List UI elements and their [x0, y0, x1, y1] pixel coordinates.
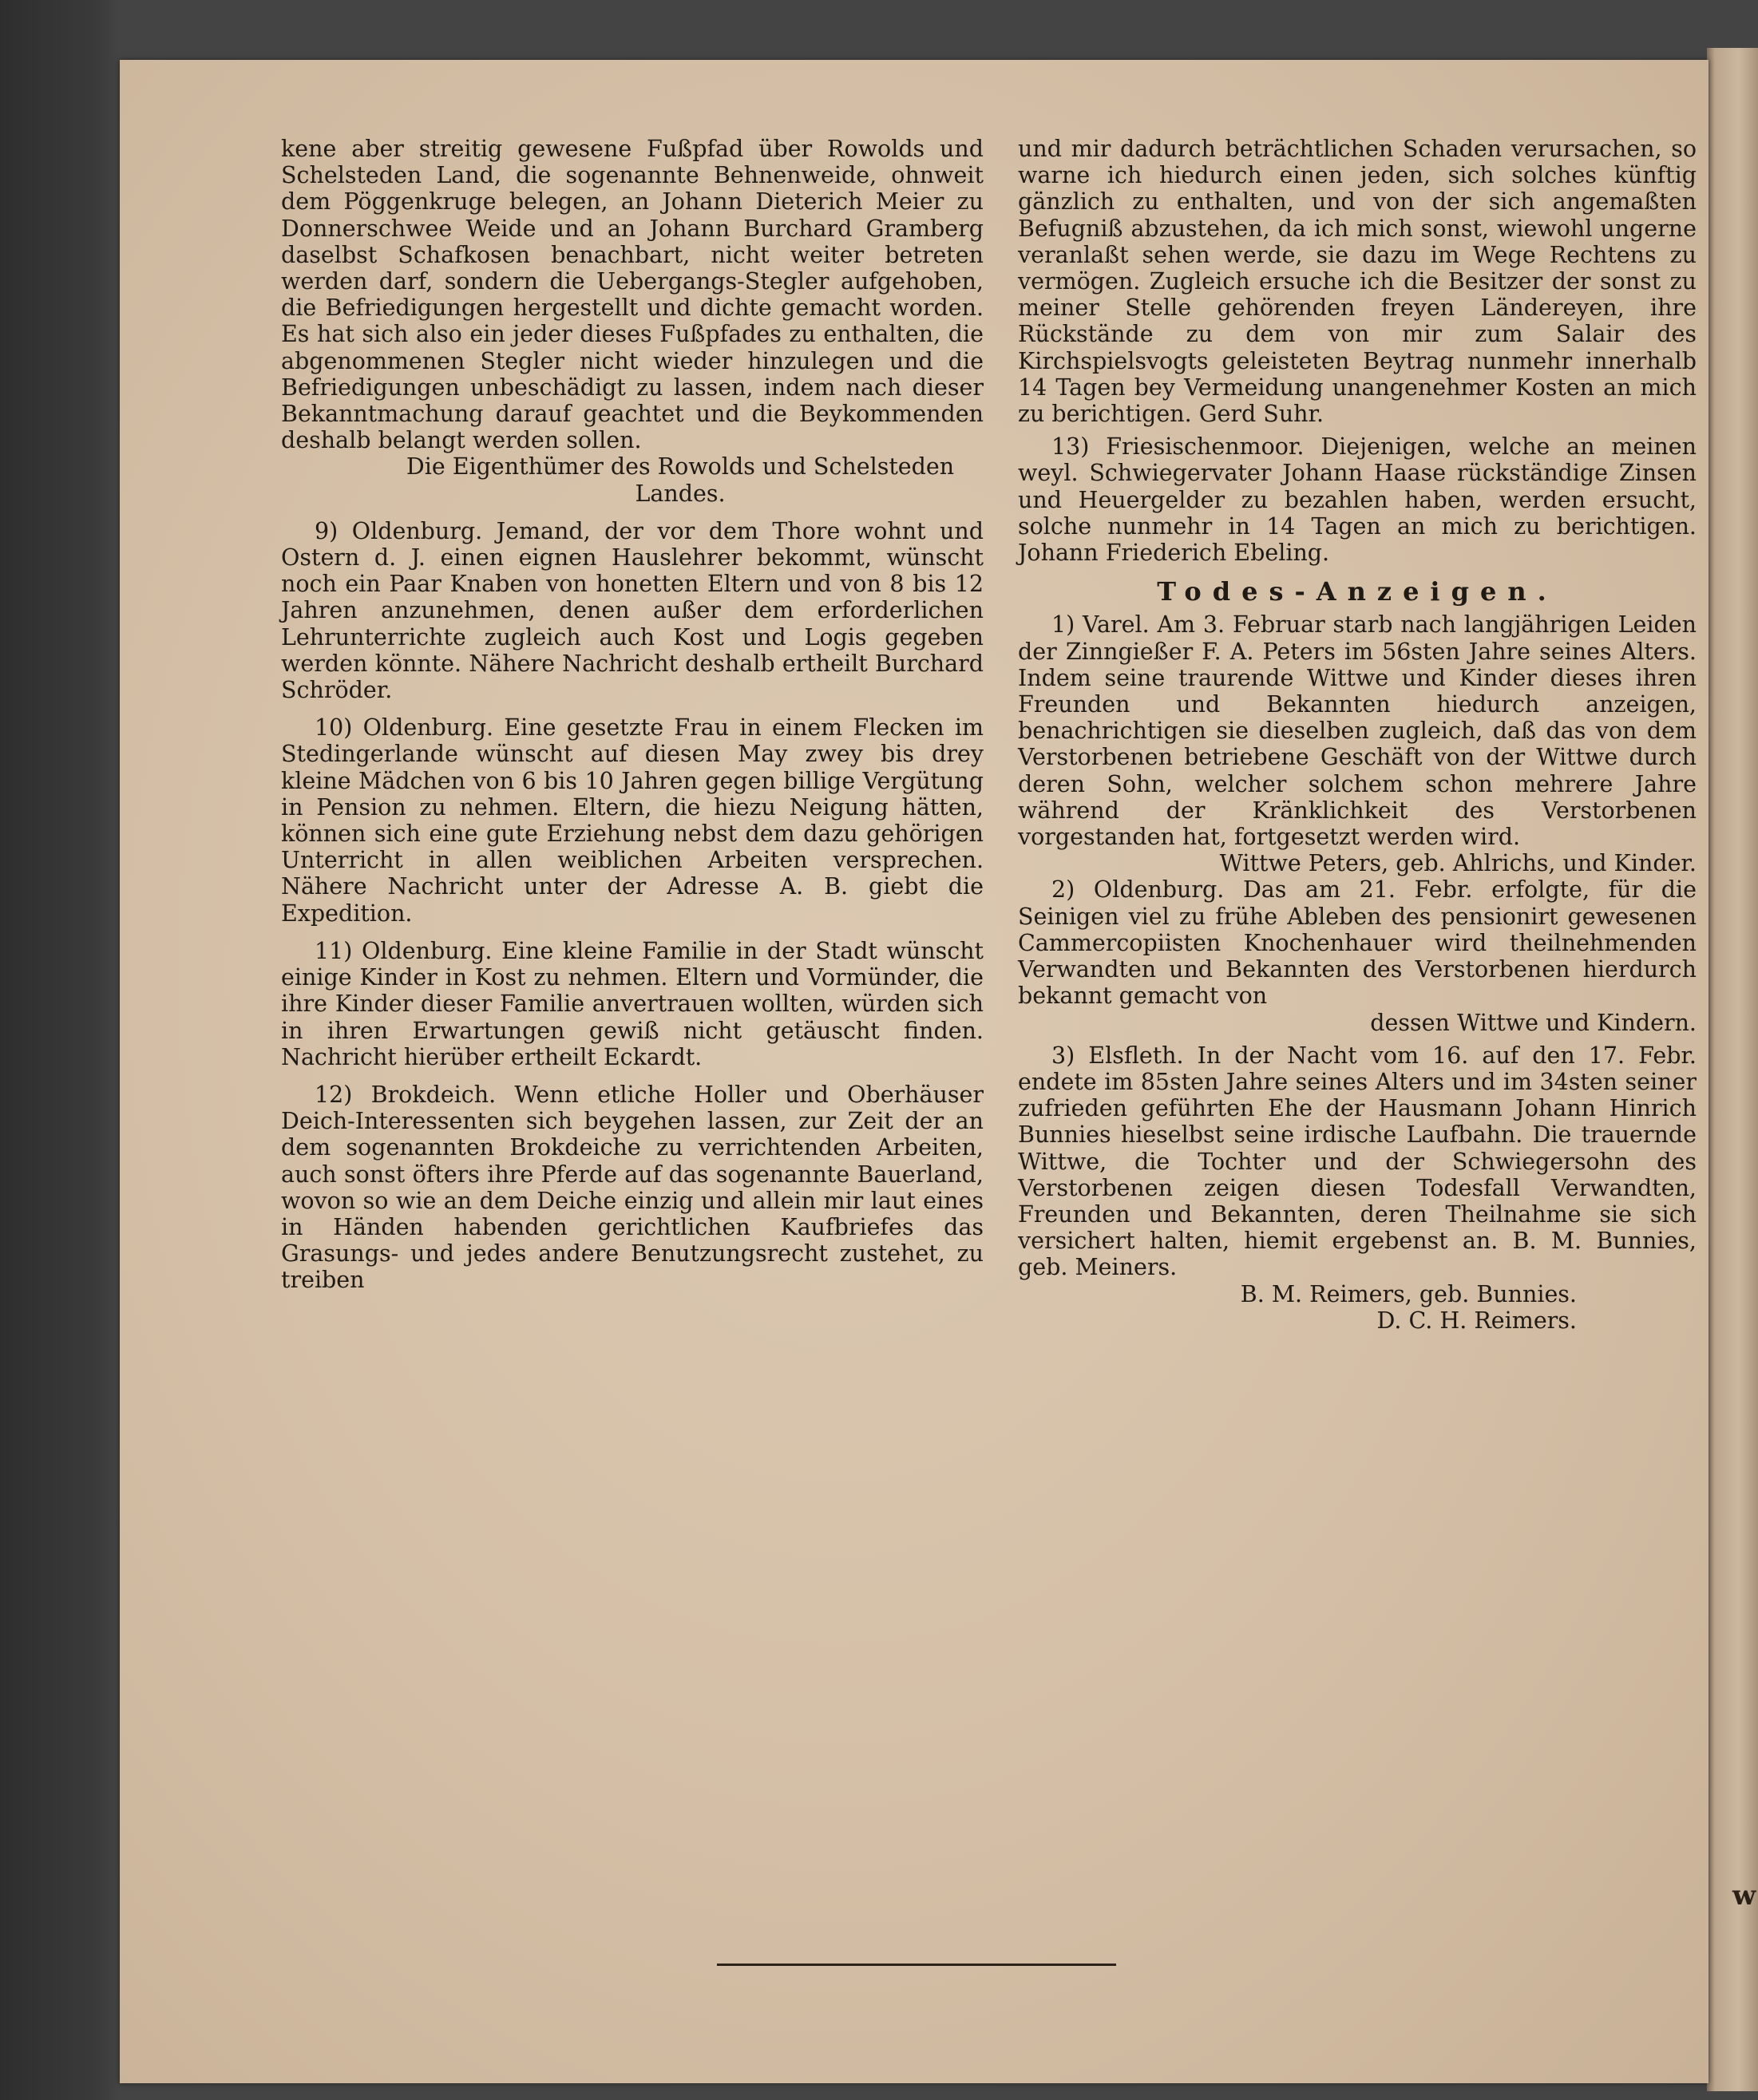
next-page-glyph: w: [1732, 1880, 1756, 1912]
notice-12-brokdeich: 12) Brokdeich. Wenn etliche Holler und Oberhäuser Deich-Interessenten sich beygehen lassen, zur Zeit der an dem sogenannten Brokdeiche zu verrichtenden Arbeiten, auch sonst öfters ihre Pferde auf das sogenannte Bauerland, wovon so wie an dem Deiche einzig und allein mir laut eines in Händen habenden gerichtlichen Kaufbriefes das Grasungs- und jedes andere Benutzungsrecht zustehet, zu treiben: [281, 1081, 984, 1294]
paragraph-footpath-notice: kene aber streitig gewesene Fußpfad über Rowolds und Schelsteden Land, die sogenannte Behnenweide, ohnweit dem Pöggenkruge belegen, an Johann Dieterich Meier zu Donnerschwee Weide und an Johann Burchard Gramberg daselbst Schafkosen benachbart, nicht weiter betreten werden darf, sondern die Uebergangs-Stegler aufgehoben, die Befriedigungen hergestellt und dichte gemacht worden. Es hat sich also ein jeder dieses Fußpfades zu enthalten, die abgenommenen Stegler nicht wieder hinzulegen und die Befriedigungen unbeschädigt zu lassen, indem nach dieser Bekanntmachung darauf geachtet und die Beykommenden deshalb belangt werden sollen.: [281, 136, 984, 454]
section-title-death-notices: Todes-Anzeigen.: [1157, 576, 1558, 607]
death-notice-2-oldenburg: 2) Oldenburg. Das am 21. Febr. erfolgte, für die Seinigen viel zu frühe Ableben des pensionirt gewesenen Cammercopiisten Knochenhauer wird theilnehmenden Verwandten und Bekannten des Verstorbenen hierdurch bekannt gemacht von: [1018, 876, 1697, 1010]
left-column: [281, 136, 984, 1294]
signature-widow-peters: Wittwe Peters, geb. Ahlrichs, und Kinder.: [1219, 850, 1697, 877]
notice-13-friesischenmoor: 13) Friesischenmoor. Diejenigen, welche an meinen weyl. Schwiegervater Johann Haase rückständige Zinsen und Heuergelder zu bezahlen haben, werden ersucht, solche nunmehr in 14 Tagen an mich zu berichtigen. Johann Friederich Ebeling.: [1018, 433, 1697, 567]
next-page-edge: [1707, 48, 1758, 2091]
death-notice-1-varel: 1) Varel. Am 3. Februar starb nach langjährigen Leiden der Zinngießer F. A. Peters im 56sten Jahre seines Alters. Indem seine traurende Wittwe und Kinder dieses ihren Freunden und Bekannten hiedurch anzeigen, benachrichtigen sie dieselben zugleich, daß das von dem Verstorbenen betriebene Geschäft von der Wittwe durch deren Sohn, welcher solchem schon mehrere Jahre während der Kränklichkeit des Verstorbenen vorgestanden hat, fortgesetzt werden wird.: [1018, 611, 1697, 851]
end-rule: [717, 1964, 1116, 1966]
notice-11-oldenburg: 11) Oldenburg. Eine kleine Familie in der Stadt wünscht einige Kinder in Kost zu nehmen. Eltern und Vormünder, die ihre Kinder dieser Familie anvertrauen wollten, würden sich in ihren Erwartungen gewiß nicht getäuscht finden. Nachricht hierüber ertheilt Eckardt.: [281, 937, 984, 1070]
signature-landowners: Die Eigenthümer des Rowolds und Schelsteden Landes.: [406, 453, 955, 507]
notice-10-oldenburg: 10) Oldenburg. Eine gesetzte Frau in einem Flecken im Stedingerlande wünscht auf diesen May zwey bis drey kleine Mädchen von 6 bis 10 Jahren gegen billige Vergütung in Pension zu nehmen. Eltern, die hiezu Neigung hätten, können sich eine gute Erziehung nebst dem dazu gehörigen Unterricht in allen weiblichen Arbeiten versprechen. Nähere Nachricht unter der Adresse A. B. giebt die Expedition.: [281, 714, 984, 927]
right-column: [1018, 136, 1697, 1334]
signature-dch-reimers: D. C. H. Reimers.: [1376, 1307, 1577, 1334]
signature-reimers-bunnies: B. M. Reimers, geb. Bunnies.: [1240, 1280, 1577, 1307]
death-notice-3-elsfleth: 3) Elsfleth. In der Nacht vom 16. auf den 17. Febr. endete im 85sten Jahre seines Alters und im 34sten seiner zufrieden geführten Ehe der Hausmann Johann Hinrich Bunnies hieselbst seine irdische Laufbahn. Die trauernde Wittwe, die Tochter und der Schwiegersohn des Verstorbenen zeigen diesen Todesfall Verwandten, Freunden und Bekannten, deren Theilnahme sie sich versichert halten, hiemit ergebenst an. B. M. Bunnies, geb. Meiners.: [1018, 1042, 1697, 1281]
notice-9-oldenburg: 9) Oldenburg. Jemand, der vor dem Thore wohnt und Ostern d. J. einen eignen Hauslehrer bekommt, wünscht noch ein Paar Knaben von honetten Eltern und von 8 bis 12 Jahren anzunehmen, denen außer dem erforderlichen Lehrunterrichte zugleich auch Kost und Logis gegeben werden könnte. Nähere Nachricht deshalb ertheilt Burchard Schröder.: [281, 517, 984, 704]
notice-12-continuation: und mir dadurch beträchtlichen Schaden verursachen, so warne ich hiedurch einen jeden, sich solches künftig gänzlich zu enthalten, und von der sich angemaßten Befugniß abzustehen, da ich mich sonst, wiewohl ungerne veranlaßt sehen werde, sie dazu im Wege Rechtens zu vermögen. Zugleich ersuche ich die Besitzer der sonst zu meiner Stelle gehörenden freyen Ländereyen, ihre Rückstände zu dem von mir zum Salair des Kirchspielsvogts geleisteten Beytrag nunmehr innerhalb 14 Tagen bey Vermeidung unangenehmer Kosten an mich zu berichtigen. Gerd Suhr.: [1018, 136, 1697, 428]
signature-widow-and-children: dessen Wittwe und Kindern.: [1370, 1009, 1697, 1036]
